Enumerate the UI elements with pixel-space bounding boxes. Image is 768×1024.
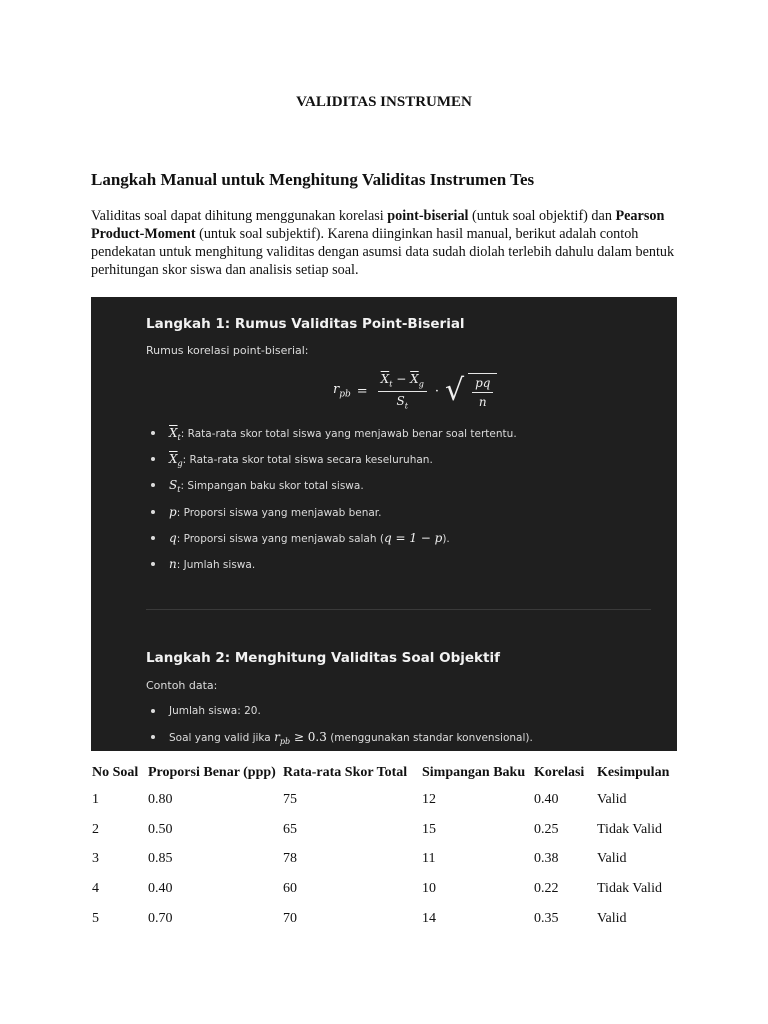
table-cell: 2 bbox=[92, 821, 99, 837]
list-item: q: Proporsi siswa yang menjawab salah (q = 1 − p). bbox=[149, 530, 517, 556]
list-item: $S_t$: Simpangan baku skor total siswa. bbox=[149, 477, 517, 503]
table-cell: 5 bbox=[92, 910, 99, 926]
intro-text: (untuk soal subjektif). Karena diinginkan hasil manual, berikut adalah contoh pendekatan untuk menghitung validitas dengan asumsi data sudah diolah terlebih dahulu dalam bentuk perhitungan skor siswa dan analisis setiap soal. bbox=[91, 226, 675, 278]
intro-bold-term: point-biserial bbox=[387, 208, 469, 224]
divider bbox=[146, 609, 651, 610]
table-cell: 65 bbox=[283, 821, 297, 837]
table-cell: Valid bbox=[597, 791, 627, 807]
step1-variable-list bbox=[149, 425, 517, 582]
table-cell: 0.70 bbox=[148, 910, 173, 926]
list-item: $\overline{X}_g$: Rata-rata skor total siswa secara keseluruhan. bbox=[149, 451, 517, 477]
table-cell: 0.85 bbox=[148, 851, 173, 867]
table-cell: 78 bbox=[283, 851, 297, 867]
intro-paragraph bbox=[91, 207, 681, 279]
column-header: Simpangan Baku bbox=[422, 765, 526, 780]
embedded-screenshot bbox=[91, 297, 677, 751]
table-row bbox=[88, 874, 679, 904]
table-cell: 10 bbox=[422, 880, 436, 896]
table-cell: 15 bbox=[422, 821, 436, 837]
list-item: n: Jumlah siswa. bbox=[149, 556, 517, 582]
intro-text: (untuk soal objektif) dan bbox=[468, 208, 616, 224]
step2-list bbox=[149, 703, 533, 751]
table-cell: Valid bbox=[597, 851, 627, 867]
intro-text: Validitas soal dapat dihitung menggunakan korelasi bbox=[91, 208, 388, 224]
table-cell: Valid bbox=[597, 910, 627, 926]
table-cell: 1 bbox=[92, 791, 99, 807]
column-header: Rata-rata Skor Total bbox=[283, 765, 408, 780]
table-cell: Tidak Valid bbox=[597, 821, 662, 837]
step2-heading: Langkah 2: Menghitung Validitas Soal Objektif bbox=[146, 650, 500, 666]
formula-equals: = bbox=[356, 383, 368, 399]
table-body bbox=[88, 785, 679, 933]
table-cell: 60 bbox=[283, 880, 297, 896]
table-header-row bbox=[88, 761, 679, 785]
table-cell: 0.50 bbox=[148, 821, 173, 837]
point-biserial-formula bbox=[333, 369, 501, 413]
formula-lhs: $r_{pb}$ bbox=[333, 382, 351, 400]
table-cell: 0.80 bbox=[148, 791, 173, 807]
table-row bbox=[88, 815, 679, 845]
table-cell: 0.35 bbox=[534, 910, 559, 926]
table-cell: 0.25 bbox=[534, 821, 559, 837]
column-header: No Soal bbox=[92, 765, 139, 780]
list-item: Jumlah siswa: 20. bbox=[149, 703, 533, 729]
table-cell: 12 bbox=[422, 791, 436, 807]
table-cell: 14 bbox=[422, 910, 436, 926]
list-item: $\overline{X}_t$: Rata-rata skor total siswa yang menjawab benar soal tertentu. bbox=[149, 425, 517, 451]
table-row bbox=[88, 904, 679, 934]
table-cell: 0.22 bbox=[534, 880, 559, 896]
table-cell: Tidak Valid bbox=[597, 880, 662, 896]
step2-intro: Contoh data: bbox=[146, 679, 218, 692]
table-cell: 70 bbox=[283, 910, 297, 926]
step1-intro: Rumus korelasi point-biserial: bbox=[146, 344, 309, 357]
formula-fraction: $\frac{\overline{X}_t - \overline{X}_g}{S_t}$ bbox=[378, 372, 427, 410]
step1-heading: Langkah 1: Rumus Validitas Point-Biserial bbox=[146, 316, 465, 332]
formula-dot: · bbox=[434, 383, 439, 399]
table-cell: 4 bbox=[92, 880, 99, 896]
column-header: Kesimpulan bbox=[597, 765, 670, 780]
table-cell: 0.40 bbox=[148, 880, 173, 896]
intro-bold-term: Pearson Product-Moment bbox=[91, 208, 665, 242]
table-row bbox=[88, 785, 679, 815]
table-cell: 75 bbox=[283, 791, 297, 807]
validity-table bbox=[88, 761, 679, 933]
table-cell: 0.40 bbox=[534, 791, 559, 807]
table-row bbox=[88, 844, 679, 874]
table-cell: 0.38 bbox=[534, 851, 559, 867]
list-item: Soal yang valid jika $r_{pb} \ge 0.3$ (menggunakan standar konvensional). bbox=[149, 729, 533, 751]
list-item: p: Proporsi siswa yang menjawab benar. bbox=[149, 504, 517, 530]
column-header: Korelasi bbox=[534, 765, 585, 780]
column-header: Proporsi Benar (ppp) bbox=[148, 765, 276, 780]
document-title: VALIDITAS INSTRUMEN bbox=[296, 94, 472, 110]
section-heading: Langkah Manual untuk Menghitung Validitas Instrumen Tes bbox=[91, 170, 535, 189]
table-cell: 11 bbox=[422, 851, 436, 867]
formula-sqrt: √ $\frac{pq}{n}$ bbox=[445, 373, 502, 409]
table-cell: 3 bbox=[92, 851, 99, 867]
